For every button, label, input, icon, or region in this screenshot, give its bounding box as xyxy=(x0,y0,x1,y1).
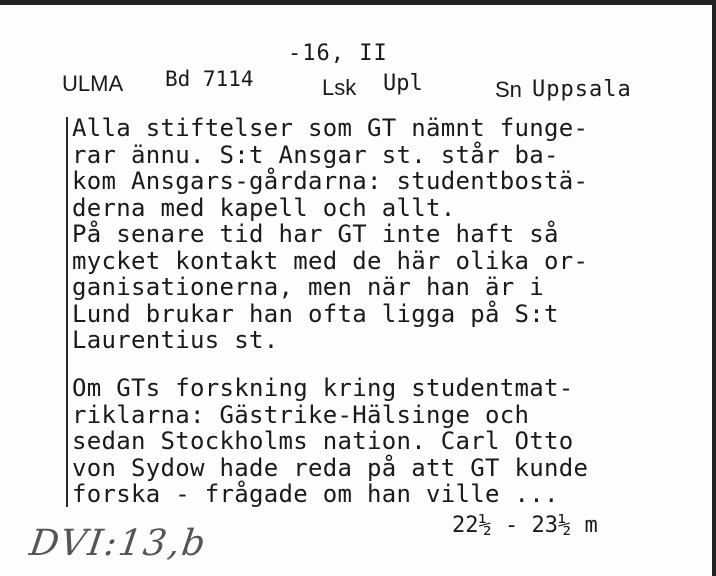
text-line: Alla stiftelser som GT nämnt funge- xyxy=(72,114,589,142)
province-label: Lsk xyxy=(322,75,357,100)
text-line: Lund brukar han ofta ligga på S:t xyxy=(72,299,559,328)
archive-label: ULMA xyxy=(62,71,124,96)
text-line: Om GTs forskning kring studentmat- xyxy=(72,374,574,402)
text-line: sedan Stockholms nation. Carl Otto xyxy=(72,427,574,455)
volume-number: Bd 7114 xyxy=(165,67,254,91)
text-line: rar ännu. S:t Ansgar st. står ba- xyxy=(72,140,559,169)
measurement-note: 22½ - 23½ m xyxy=(452,513,598,538)
reference-number: -16, II xyxy=(288,41,388,66)
text-line: Laurentius st. xyxy=(72,326,279,354)
text-line: von Sydow hade reda på att GT kunde xyxy=(72,453,589,482)
text-line: mycket kontakt med de här olika or- xyxy=(72,246,589,275)
text-line: ganisationerna, men när han är i xyxy=(72,273,544,301)
text-line: derna med kapell och allt. xyxy=(72,193,456,222)
parish-label: Sn xyxy=(495,77,522,102)
handwritten-shelf-mark: DVI:13,b xyxy=(27,523,210,564)
text-line: kom Ansgars-gårdarna: studentbostä- xyxy=(72,167,589,195)
paragraph-2 xyxy=(72,375,588,508)
paragraph-1 xyxy=(72,115,588,354)
province-value: Upl xyxy=(383,71,423,96)
text-line: riklarna: Gästrike-Hälsinge och xyxy=(72,400,530,429)
parish-value: Uppsala xyxy=(532,77,632,102)
text-line: forska - frågade om han ville ... xyxy=(72,480,559,508)
margin-rule xyxy=(66,117,68,507)
text-line: På senare tid har GT inte haft så xyxy=(72,220,559,248)
